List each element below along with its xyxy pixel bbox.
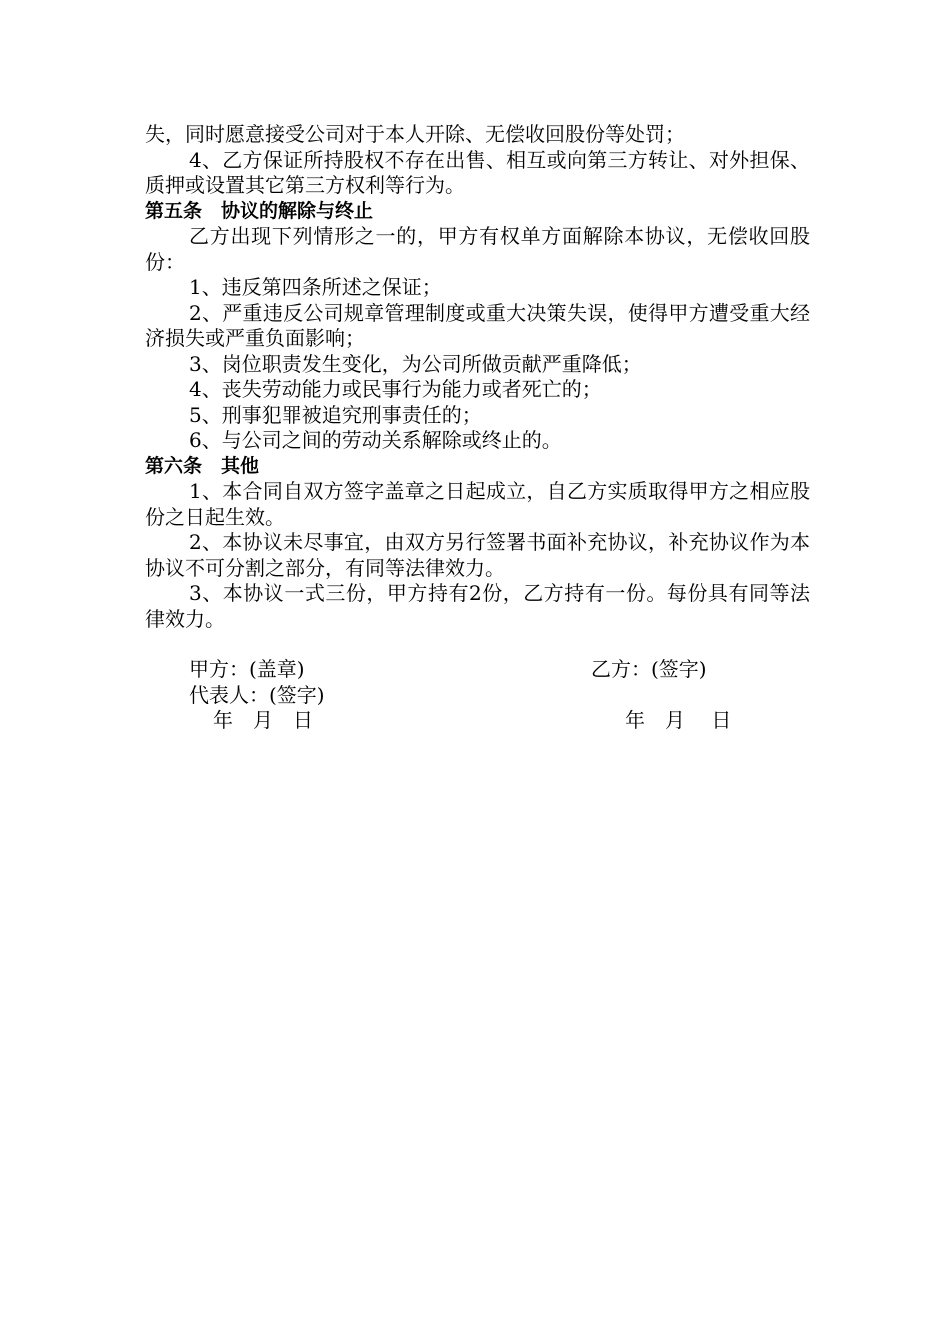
signature-row-parties xyxy=(145,657,810,683)
article-heading-5: 第五条 协议的解除与终止 xyxy=(145,199,374,222)
representative-signature: 代表人：(签字) xyxy=(189,682,325,707)
signature-row-dates xyxy=(145,708,810,734)
list-item: 3、本协议一式三份，甲方持有2份，乙方持有一份。每份具有同等法律效力。 xyxy=(145,581,810,631)
paragraph: 乙方出现下列情形之一的，甲方有权单方面解除本协议，无偿收回股份： xyxy=(145,224,810,274)
party-b-signature: 乙方：(签字) xyxy=(591,657,707,681)
paragraph: 4、乙方保证所持股权不存在出售、相互或向第三方转让、对外担保、质押或设置其它第三方权利等行为。 xyxy=(145,147,810,197)
list-item: 2、严重违反公司规章管理制度或重大决策失误，使得甲方遭受重大经济损失或严重负面影响； xyxy=(145,300,810,350)
signature-row-representative xyxy=(145,683,810,709)
list-item: 5、刑事犯罪被追究刑事责任的； xyxy=(189,402,482,427)
list-item: 1、违反第四条所述之保证； xyxy=(189,275,442,299)
article-heading-6: 第六条 其他 xyxy=(145,454,260,477)
party-a-seal: 甲方：(盖章) xyxy=(189,657,305,681)
list-item: 6、与公司之间的劳动关系解除或终止的。 xyxy=(189,428,562,452)
signature-spacer xyxy=(145,632,810,657)
date-party-b: 年 月 日 xyxy=(625,708,732,732)
list-item: 4、丧失劳动能力或民事行为能力或者死亡的； xyxy=(189,377,602,401)
paragraph: 失，同时愿意接受公司对于本人开除、无偿收回股份等处罚； xyxy=(145,122,685,146)
document-body xyxy=(145,122,810,734)
list-item: 1、本合同自双方签字盖章之日起成立，自乙方实质取得甲方之相应股份之日起生效。 xyxy=(145,479,810,529)
list-item: 2、本协议未尽事宜，由双方另行签署书面补充协议，补充协议作为本协议不可分割之部分，有同等法律效力。 xyxy=(145,530,810,580)
list-item: 3、岗位职责发生变化，为公司所做贡献严重降低； xyxy=(189,351,642,376)
date-party-a: 年 月 日 xyxy=(213,708,313,732)
